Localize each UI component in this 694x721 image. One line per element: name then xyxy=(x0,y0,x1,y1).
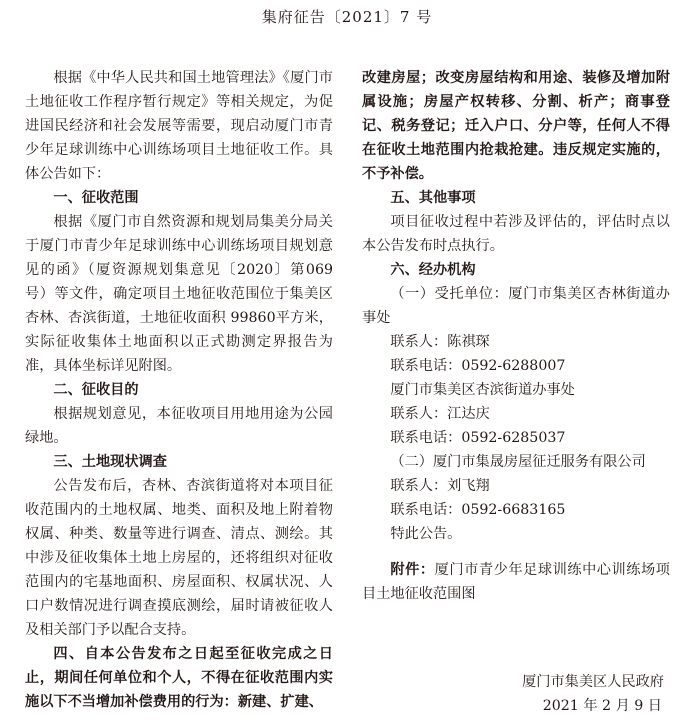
section4-continued: 改建房屋；改变房屋结构和用途、装修及增加附属设施；房屋产权转移、分割、析产；商事登记、税务登记；迁入户口、分户等，任何人不得在征收土地范围内抢栽抢建。违反规定实施的，不予补偿。 xyxy=(362,70,670,182)
closing: 特此公告。 xyxy=(390,526,462,542)
section3-body: 公告发布后，杏林、杏滨街道将对本项目征收范围内的土地权属、地类、面积及地上附着物权属、种类、数量等进行调查、清点、测绘。其中涉及征收集体土地上房屋的，还将组织对征收范围内的宅基地面积、房屋面积、权属状况、人口户数情况进行调查摸底测绘，届时请被征收人及相关部门予以配合支持。 xyxy=(25,478,333,638)
section2-heading: 二、征收目的 xyxy=(53,382,139,398)
attachment-text: 厦门市青少年足球训练中心训练场项目土地征收范围图 xyxy=(362,562,670,602)
section2-body: 根据规划意见，本征收项目用地用途为公园绿地。 xyxy=(25,406,333,446)
section5-heading: 五、其他事项 xyxy=(390,190,476,206)
contact3: 联系人：刘飞翔 xyxy=(390,478,490,494)
left-column xyxy=(25,66,333,714)
document-number: 集府征告〔2021〕7 号 xyxy=(261,8,433,26)
phone1: 联系电话：0592-6288007 xyxy=(390,358,566,374)
section1-body: 根据《厦门市自然资源和规划局集美分局关于厦门市青少年足球训练中心训练场项目规划意见的函》（厦资源规划集意见〔2020〕第069 号）等文件，确定项目土地征收范围位于集美区杏林、杏滨街道，土地征收面积 99860平方米，实际征收集体土地面积以正式勘测定界报告为准，具体坐标详见附图。 xyxy=(25,214,333,374)
section3-heading: 三、土地现状调查 xyxy=(53,454,167,470)
section1-heading: 一、征收范围 xyxy=(53,190,139,206)
section4-heading: 四、自本公告发布之日起至征收完成之日止，期间任何单位和个人，不得在征收范围内实施以下不当增加补偿费用的行为：新建、扩建、 xyxy=(25,646,333,710)
phone3: 联系电话：0592-6683165 xyxy=(390,502,566,518)
signature-org: 厦门市集美区人民政府 xyxy=(522,674,664,690)
section5-body: 项目征收过程中若涉及评估的，评估时点以本公告发布时点执行。 xyxy=(362,214,670,254)
agent1: （一）受托单位：厦门市集美区杏林街道办事处 xyxy=(362,286,670,326)
signature-date: 2021 年 2 月 9 日 xyxy=(542,698,662,714)
attachment xyxy=(362,558,670,606)
phone2: 联系电话：0592-6285037 xyxy=(390,430,566,446)
intro-paragraph: 根据《中华人民共和国土地管理法》《厦门市土地征收工作程序暂行规定》等相关规定，为促进国民经济和社会发展等需要，现启动厦门市青少年足球训练中心训练场项目土地征收工作。具体公告如下： xyxy=(25,70,333,182)
section6-heading: 六、经办机构 xyxy=(390,262,476,278)
agent2: （二）厦门市集晟房屋征迁服务有限公司 xyxy=(390,454,646,470)
contact2: 联系人：江达庆 xyxy=(390,406,490,422)
contact1: 联系人：陈祺琛 xyxy=(390,334,490,350)
right-column xyxy=(362,66,670,606)
attachment-label: 附件： xyxy=(390,562,435,578)
agent1b: 厦门市集美区杏滨街道办事处 xyxy=(390,382,575,398)
